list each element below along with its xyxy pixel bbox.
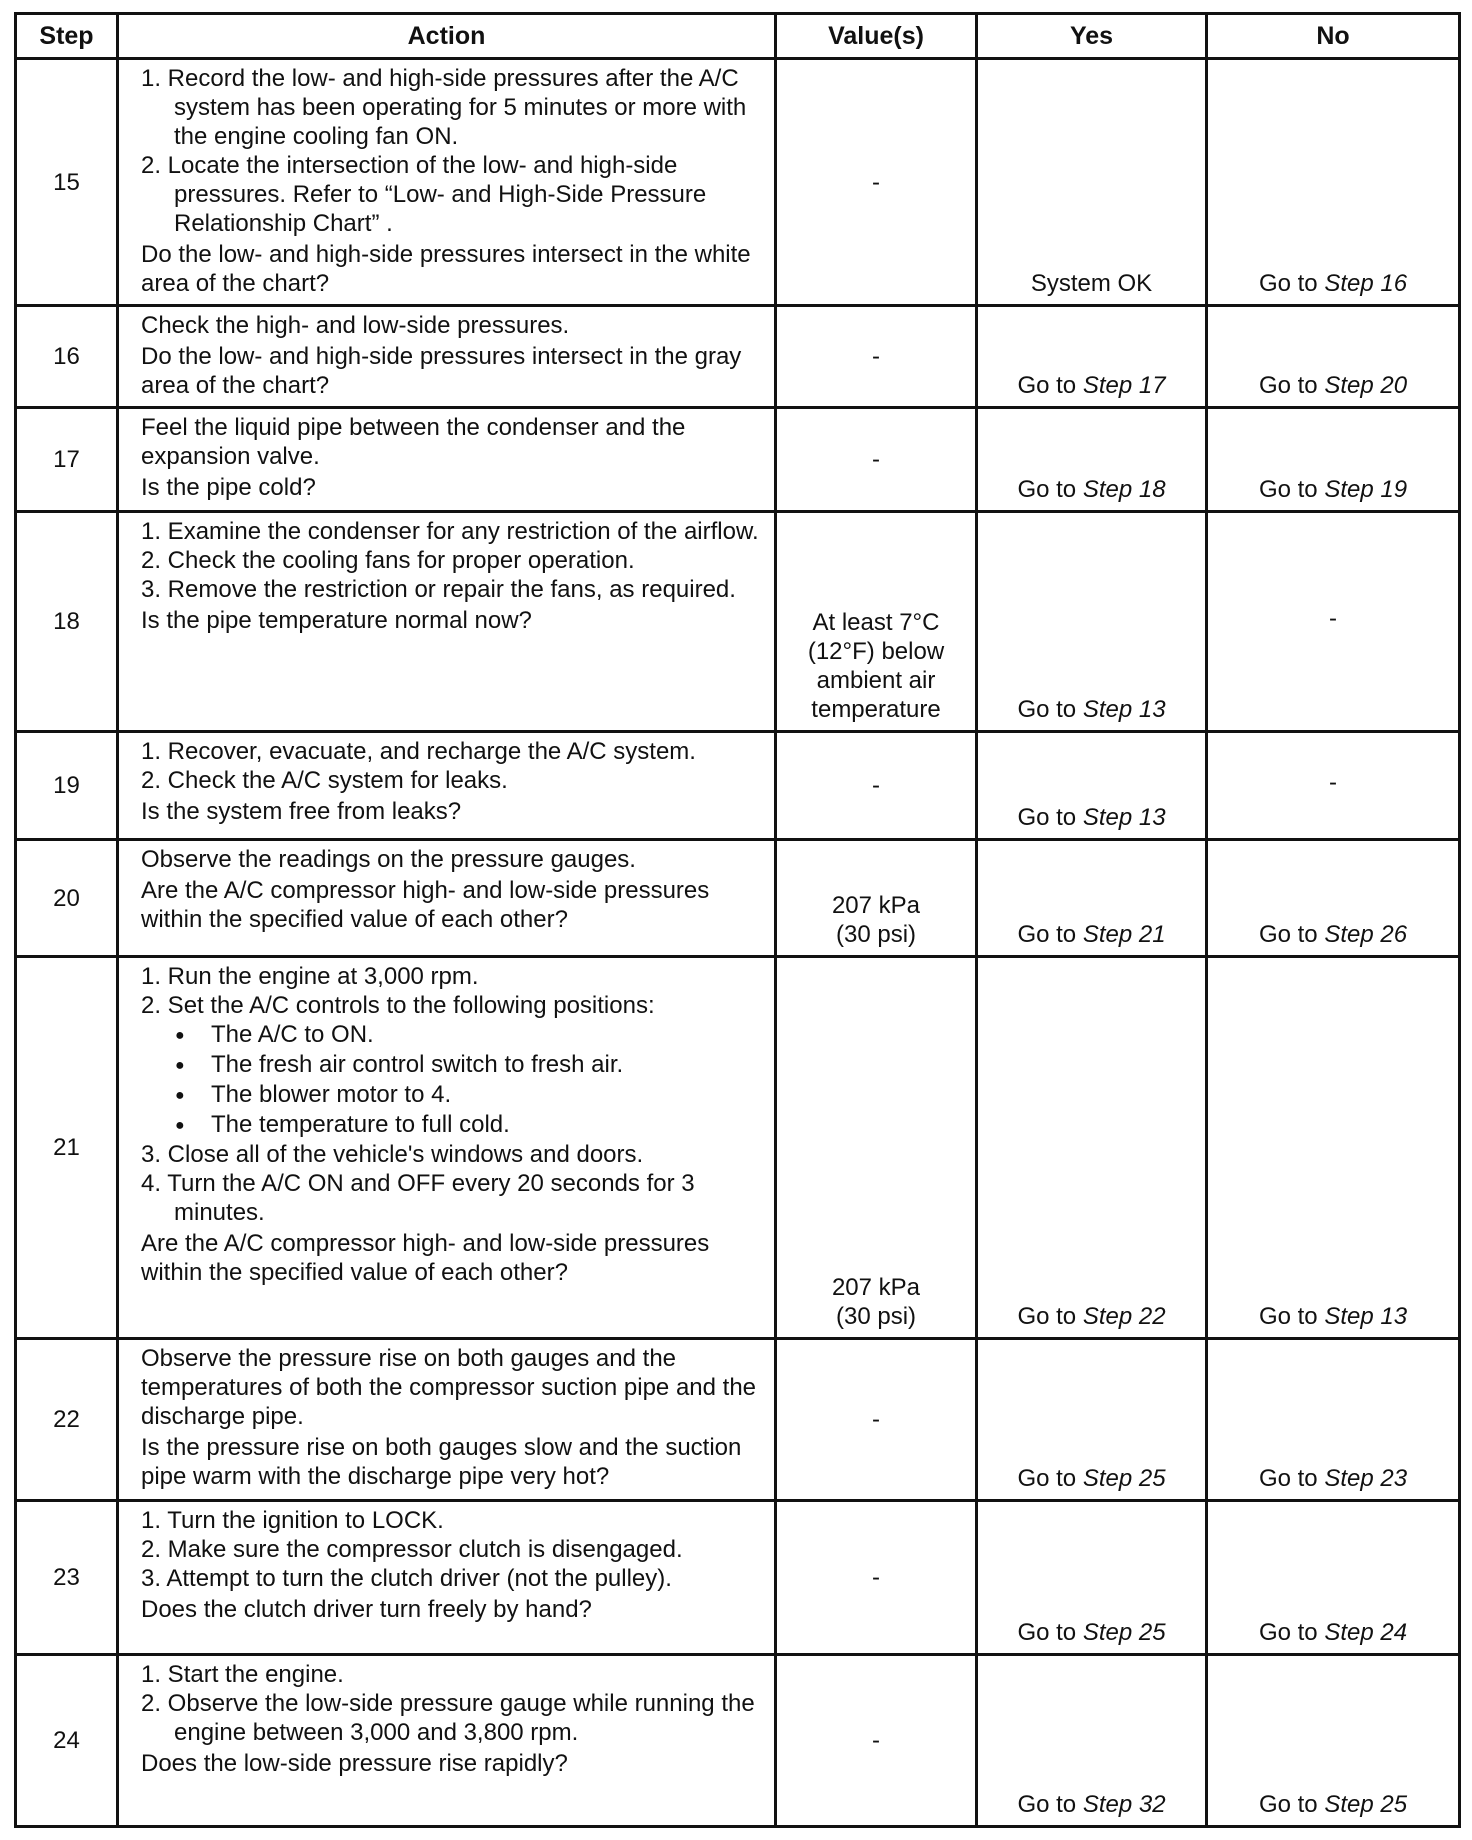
go-to-text: Go to [1017, 1619, 1083, 1646]
step-number: 21 [16, 957, 118, 1339]
action-question: Do the low- and high-side pressures intersect in the white area of the chart? [141, 241, 751, 297]
step-link[interactable]: Step 19 [1324, 476, 1408, 503]
step-number: 19 [16, 732, 118, 840]
action-line: 3. Close all of the vehicle's windows and doors. [141, 1141, 644, 1168]
no-cell [1207, 957, 1460, 1339]
go-to-text: Go to [1017, 1791, 1083, 1818]
yes-cell [977, 1339, 1207, 1501]
action-line: Feel the liquid pipe between the condenser and the expansion valve. [141, 414, 686, 470]
go-to-text: Go to [1258, 921, 1325, 948]
value-cell: - [776, 732, 977, 840]
step-number: 22 [16, 1339, 118, 1501]
action-line: 1. Record the low- and high-side pressures after the A/C system has been operating for 5 minutes or more with the engine cooling fan ON. [141, 65, 747, 150]
no-cell [1207, 1501, 1460, 1655]
step-link[interactable]: Step 25 [1082, 1465, 1166, 1492]
value-line: (30 psi) [835, 921, 917, 948]
action-cell [118, 59, 776, 306]
action-question: Does the clutch driver turn freely by hand? [141, 1596, 592, 1623]
value-cell: - [776, 1339, 977, 1501]
action-line: 3. Attempt to turn the clutch driver (not the pulley). [141, 1565, 672, 1592]
yes-cell [977, 512, 1207, 732]
action-cell [118, 408, 776, 512]
go-to-text: Go to [1258, 270, 1325, 297]
action-line: Observe the pressure rise on both gauges and the temperatures of both the compressor suction pipe and the discharge pipe. [141, 1345, 757, 1430]
header-yes: Yes [977, 14, 1207, 59]
step-number: 16 [16, 306, 118, 408]
header-step: Step [16, 14, 118, 59]
no-cell [1207, 1655, 1460, 1827]
bullet-item: ● The A/C to ON. [141, 1020, 766, 1050]
yes-cell [977, 840, 1207, 957]
value-cell [776, 840, 977, 957]
value-line: At least 7°C [812, 609, 940, 636]
go-to-text: Go to [1017, 476, 1083, 503]
table-row [16, 957, 1460, 1339]
table-row [16, 408, 1460, 512]
step-link[interactable]: Step 21 [1082, 921, 1166, 948]
action-line: 2. Set the A/C controls to the following positions: [141, 992, 655, 1019]
action-line: 2. Make sure the compressor clutch is disengaged. [141, 1536, 683, 1563]
action-line: 2. Check the A/C system for leaks. [141, 767, 508, 794]
step-link[interactable]: Step 32 [1082, 1791, 1166, 1818]
action-line: 1. Turn the ignition to LOCK. [141, 1507, 444, 1534]
go-to-text: Go to [1017, 1465, 1083, 1492]
action-cell [118, 1339, 776, 1501]
value-cell: - [776, 1655, 977, 1827]
value-line: (30 psi) [835, 1303, 917, 1330]
go-to-text: Go to [1017, 696, 1083, 723]
step-number: 20 [16, 840, 118, 957]
value-line: temperature [811, 696, 941, 723]
value-line: (12°F) below [807, 638, 945, 665]
step-link[interactable]: Step 16 [1324, 270, 1408, 297]
action-cell [118, 1501, 776, 1655]
step-link[interactable]: Step 18 [1082, 476, 1166, 503]
no-cell [1207, 1339, 1460, 1501]
go-to-text: Go to [1017, 372, 1083, 399]
step-link[interactable]: Step 22 [1082, 1303, 1166, 1330]
action-question: Does the low-side pressure rise rapidly? [141, 1750, 568, 1777]
action-line: 1. Start the engine. [141, 1661, 344, 1688]
action-line: 2. Observe the low-side pressure gauge while running the engine between 3,000 and 3,800 rpm. [141, 1690, 755, 1746]
go-to-text: Go to [1017, 804, 1083, 831]
action-cell [118, 957, 776, 1339]
go-to-text: Go to [1258, 372, 1325, 399]
header-no: No [1207, 14, 1460, 59]
value-cell: - [776, 306, 977, 408]
yes-cell [977, 957, 1207, 1339]
step-link[interactable]: Step 13 [1082, 804, 1166, 831]
action-cell [118, 1655, 776, 1827]
action-line: 2. Locate the intersection of the low- and high-side pressures. Refer to “Low- and High-Side Pressure Relationship Chart” . [141, 152, 707, 237]
table-row [16, 1655, 1460, 1827]
action-question: Do the low- and high-side pressures intersect in the gray area of the chart? [141, 343, 742, 399]
step-link[interactable]: Step 25 [1324, 1791, 1408, 1818]
action-question: Are the A/C compressor high- and low-side pressures within the specified value of each other? [141, 877, 710, 933]
no-cell [1207, 840, 1460, 957]
step-number: 18 [16, 512, 118, 732]
no-cell [1207, 59, 1460, 306]
diagnostic-table [14, 12, 1461, 1828]
action-cell [118, 306, 776, 408]
action-line: 1. Recover, evacuate, and recharge the A/C system. [141, 738, 696, 765]
step-number: 24 [16, 1655, 118, 1827]
step-link[interactable]: Step 13 [1082, 696, 1166, 723]
value-line: 207 kPa [831, 1274, 921, 1301]
action-question: Is the system free from leaks? [141, 798, 462, 825]
action-line: 3. Remove the restriction or repair the fans, as required. [141, 576, 736, 603]
action-line: 2. Check the cooling fans for proper operation. [141, 547, 635, 574]
step-number: 17 [16, 408, 118, 512]
action-line: Observe the readings on the pressure gauges. [141, 846, 636, 873]
action-question: Is the pressure rise on both gauges slow and the suction pipe warm with the discharge pipe very hot? [141, 1434, 742, 1490]
go-to-text: Go to [1017, 921, 1083, 948]
table-row [16, 306, 1460, 408]
go-to-text: Go to [1258, 1303, 1325, 1330]
table-row [16, 732, 1460, 840]
step-link[interactable]: Step 24 [1324, 1619, 1408, 1646]
action-cell [118, 512, 776, 732]
yes-cell [977, 408, 1207, 512]
value-cell: - [776, 408, 977, 512]
action-cell [118, 732, 776, 840]
no-cell: - [1207, 732, 1460, 840]
value-cell [776, 957, 977, 1339]
action-question: Is the pipe cold? [141, 474, 316, 501]
yes-cell [977, 732, 1207, 840]
table-row [16, 840, 1460, 957]
table-row [16, 1339, 1460, 1501]
step-link[interactable]: Step 23 [1324, 1465, 1408, 1492]
go-to-text: Go to [1258, 476, 1325, 503]
bullet-item: ● The fresh air control switch to fresh air. [141, 1050, 766, 1080]
action-line: 1. Run the engine at 3,000 rpm. [141, 963, 479, 990]
value-cell: - [776, 1501, 977, 1655]
no-cell [1207, 408, 1460, 512]
go-to-text: Go to [1017, 1303, 1083, 1330]
header-row [16, 14, 1460, 59]
yes-cell: System OK [977, 59, 1207, 306]
action-line: 4. Turn the A/C ON and OFF every 20 seconds for 3 minutes. [141, 1170, 695, 1226]
header-action: Action [118, 14, 776, 59]
table-row [16, 59, 1460, 306]
action-question: Are the A/C compressor high- and low-side pressures within the specified value of each other? [141, 1230, 710, 1286]
step-link[interactable]: Step 17 [1082, 372, 1166, 399]
table-row [16, 512, 1460, 732]
go-to-text: Go to [1258, 1465, 1325, 1492]
step-link[interactable]: Step 13 [1324, 1303, 1408, 1330]
step-link[interactable]: Step 25 [1082, 1619, 1166, 1646]
no-cell: - [1207, 512, 1460, 732]
yes-cell [977, 306, 1207, 408]
value-cell: - [776, 59, 977, 306]
table-row [16, 1501, 1460, 1655]
step-link[interactable]: Step 26 [1324, 921, 1408, 948]
action-line: Check the high- and low-side pressures. [141, 312, 570, 339]
action-cell [118, 840, 776, 957]
step-link[interactable]: Step 20 [1324, 372, 1408, 399]
value-cell [776, 512, 977, 732]
yes-cell [977, 1655, 1207, 1827]
action-question: Is the pipe temperature normal now? [141, 607, 532, 634]
value-line: 207 kPa [831, 892, 921, 919]
step-number: 15 [16, 59, 118, 306]
go-to-text: Go to [1258, 1791, 1325, 1818]
go-to-text: Go to [1258, 1619, 1325, 1646]
action-line: 1. Examine the condenser for any restriction of the airflow. [141, 518, 759, 545]
bullet-item: ● The temperature to full cold. [141, 1110, 766, 1140]
header-values: Value(s) [776, 14, 977, 59]
value-line: ambient air [816, 667, 936, 694]
bullet-item: ● The blower motor to 4. [141, 1080, 766, 1110]
yes-cell [977, 1501, 1207, 1655]
step-number: 23 [16, 1501, 118, 1655]
no-cell [1207, 306, 1460, 408]
